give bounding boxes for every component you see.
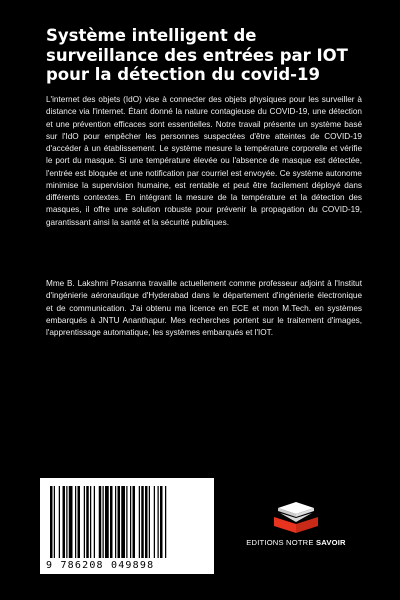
title-line-2: surveillance des entrées par IOT (46, 45, 348, 65)
author-bio: Mme B. Lakshmi Prasanna travaille actuellement comme professeur adjoint à l'Institut d'ingénierie aéronautique d'Hyderabad dans le département d'ingénierie électronique et de communication. J'ai obtenu ma licence en ECE et mon M.Tech. en systèmes embarqués à JNTU Ananthapur. Mes recherches portent sur le traitement d'images, l'apprentissage automatique, les systèmes embarqués et l'IOT. (46, 279, 362, 337)
isbn-number: 9 786208 049898 (46, 560, 155, 571)
publisher-name (234, 538, 358, 547)
barcode-bars (48, 486, 206, 558)
title-line-3: pour la détection du covid-19 (46, 65, 320, 84)
publisher-prefix: EDITIONS NOTRE (246, 538, 314, 547)
publisher-emphasis: SAVOIR (315, 538, 346, 547)
isbn-barcode (40, 478, 214, 574)
book-title (46, 26, 366, 85)
publisher-logo-icon (256, 500, 336, 534)
title-line-1: Système intelligent de (46, 26, 257, 45)
book-summary: L'internet des objets (IdO) vise à connecter des objets physiques pour les surveiller à distance via l'internet. Étant donné la nature contagieuse du COVID-19, une détection et une prévention efficaces sont essentielles. Notre travail présente un système basé sur l'IdO pour empêcher les personnes suspectées d'être atteintes de COVID-19 d'accéder à un établissement. Le système mesure la température corporelle et vérifie le port du masque. Si une température élevée ou l'absence de masque est détectée, l'entrée est bloquée et une notification par courriel est envoyée. Ce système autonome minimise la supervision humaine, est rentable et peut être facilement déployé dans différents contextes. En intégrant la mesure de la température et la détection des masques, il offre une solution robuste pour prévenir la propagation du COVID-19, garantissant ainsi la santé et la sécurité publiques. (46, 95, 362, 227)
